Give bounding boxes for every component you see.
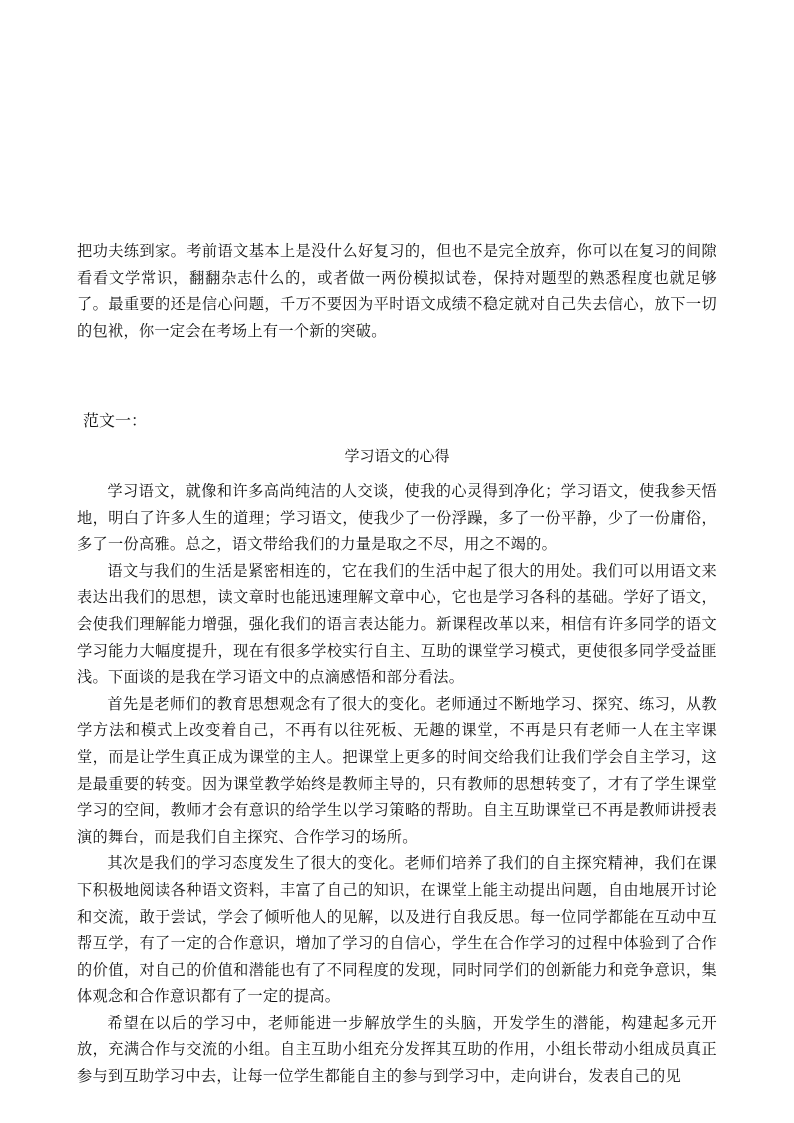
essay-paragraph: 其次是我们的学习态度发生了很大的变化。老师们培养了我们的自主探究精神，我们在课下积极地阅读各种语文资料，丰富了自己的知识，在课堂上能主动提出问题，自由地展开讨论和交流，敢于尝试，学会了倾听他人的见解，以及进行自我反思。每一位同学都能在互动中互帮互学，有了一定的合作意识，增加了学习的自信心，学生在合作学习的过程中体验到了合作的价值，对自己的价值和潜能也有了不同程度的发现，同时同学们的创新能力和竞争意识，集体观念和合作意识都有了一定的提高。 bbox=[77, 854, 717, 1006]
essay-paragraph: 学习语文，就像和许多高尚纯洁的人交谈，使我的心灵得到净化；学习语文，使我参天悟地，明白了许多人生的道理；学习语文，使我少了一份浮躁，多了一份平静，少了一份庸俗，多了一份高雅。总之，语文带给我们的力量是取之不尽，用之不竭的。 bbox=[77, 482, 717, 554]
essay-paragraph: 语文与我们的生活是紧密相连的，它在我们的生活中起了很大的用处。我们可以用语文来表达出我们的思想，读文章时也能迅速理解文章中心，它也是学习各科的基础。学好了语文，会使我们理解能力增强，强化我们的语言表达能力。新课程改革以来，相信有许多同学的语文学习能力大幅度提升，现在有很多学校实行自主、互助的课堂学习模式，更使很多同学受益匪浅。下面谈的是我在学习语文中的点滴感悟和部分看法。 bbox=[77, 561, 717, 687]
essay-paragraph: 希望在以后的学习中，老师能进一步解放学生的头脑，开发学生的潜能，构建起多元开放，充满合作与交流的小组。自主互助小组充分发挥其互助的作用，小组长带动小组成员真正参与到互助学习中去，让每一位学生都能自主的参与到学习中，走向讲台，发表自己的见 bbox=[77, 1013, 717, 1086]
section-label: 范文一： bbox=[83, 411, 148, 430]
essay-paragraph: 首先是老师们的教育思想观念有了很大的变化。老师通过不断地学习、探究、练习，从教学方法和模式上改变着自己，不再有以往死板、无趣的课堂，不再是只有老师一人在主宰课堂，而是让学生真正成为课堂的主人。把课堂上更多的时间交给我们让我们学会自主学习，这是最重要的转变。因为课堂教学始终是教师主导的，只有教师的思想转变了，才有了学生课堂学习的空间，教师才会有意识的给学生以学习策略的帮助。自主互助课堂已不再是教师讲授表演的舞台，而是我们自主探究、合作学习的场所。 bbox=[77, 694, 717, 846]
essay-title: 学习语文的心得 bbox=[344, 447, 450, 465]
essay-body bbox=[77, 478, 717, 1090]
intro-paragraph: 把功夫练到家。考前语文基本上是没什么好复习的，但也不是完全放弃，你可以在复习的间隙看看文学常识，翻翻杂志什么的，或者做一两份模拟试卷，保持对题型的熟悉程度也就足够了。最重要的还是信心问题，千万不要因为平时语文成绩不稳定就对自己失去信心，放下一切的包袱，你一定会在考场上有一个新的突破。 bbox=[77, 242, 717, 340]
